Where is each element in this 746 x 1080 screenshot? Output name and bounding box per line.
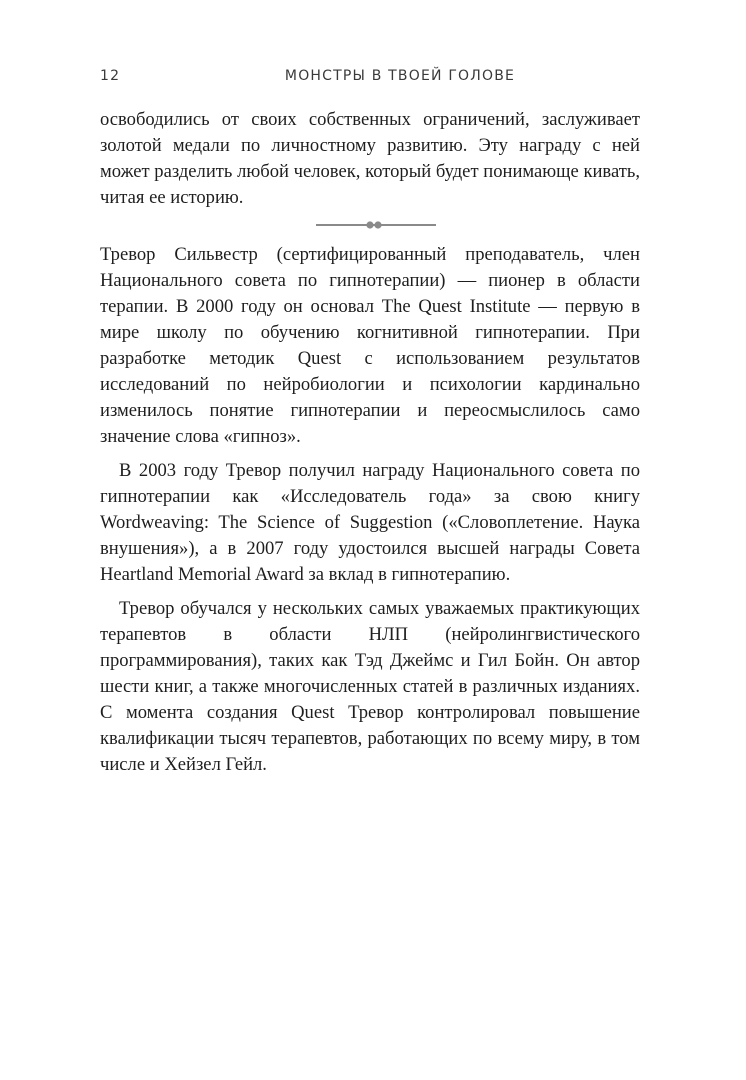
bio-paragraph: В 2003 году Тревор получил награду Национального совета по гипнотерапии как «Исследователь года» за свою книгу Wordweaving: The Science of Suggestion («Словоплетение. Наука внушения»), а в 2007 году удостоился высшей награды Совета Heartland Memorial Award за вклад в гипнотерапию. [100,460,640,585]
intro-text [100,107,640,211]
ornament-divider-icon [316,218,436,232]
bio-paragraph: Тревор Сильвестр (сертифицированный преподаватель, член Национального совета по гипнотерапии) — пионер в области терапии. В 2000 году он основал The Quest Institute — первую в мире школу по обучению когнитивной гипнотерапии. При разработке методик Quest с использованием результатов исследований по нейробиологии и психологии кардинально изменилось понятие гипнотерапии и переосмыслилось само значение слова «гипноз». [100,244,640,447]
author-bio [100,242,640,778]
page-number: 12 [100,68,121,84]
page-header [100,68,640,88]
running-title: МОНСТРЫ В ТВОЕЙ ГОЛОВЕ [284,68,516,84]
bio-paragraph: Тревор обучался у нескольких самых уважаемых практикующих терапевтов в области НЛП (нейролингвистического программирования), таких как Тэд Джеймс и Гил Бойн. Он автор шести книг, а также многочисленных статей в различных изданиях. С момента создания Quest Тревор контролировал повышение квалификации тысяч терапевтов, работающих по всему миру, в том числе и Хейзел Гейл. [100,598,640,775]
intro-paragraph: освободились от своих собственных ограничений, заслуживает золотой медали по личностному развитию. Эту награду с ней может разделить любой человек, который будет понимающе кивать, читая ее историю. [100,109,640,208]
